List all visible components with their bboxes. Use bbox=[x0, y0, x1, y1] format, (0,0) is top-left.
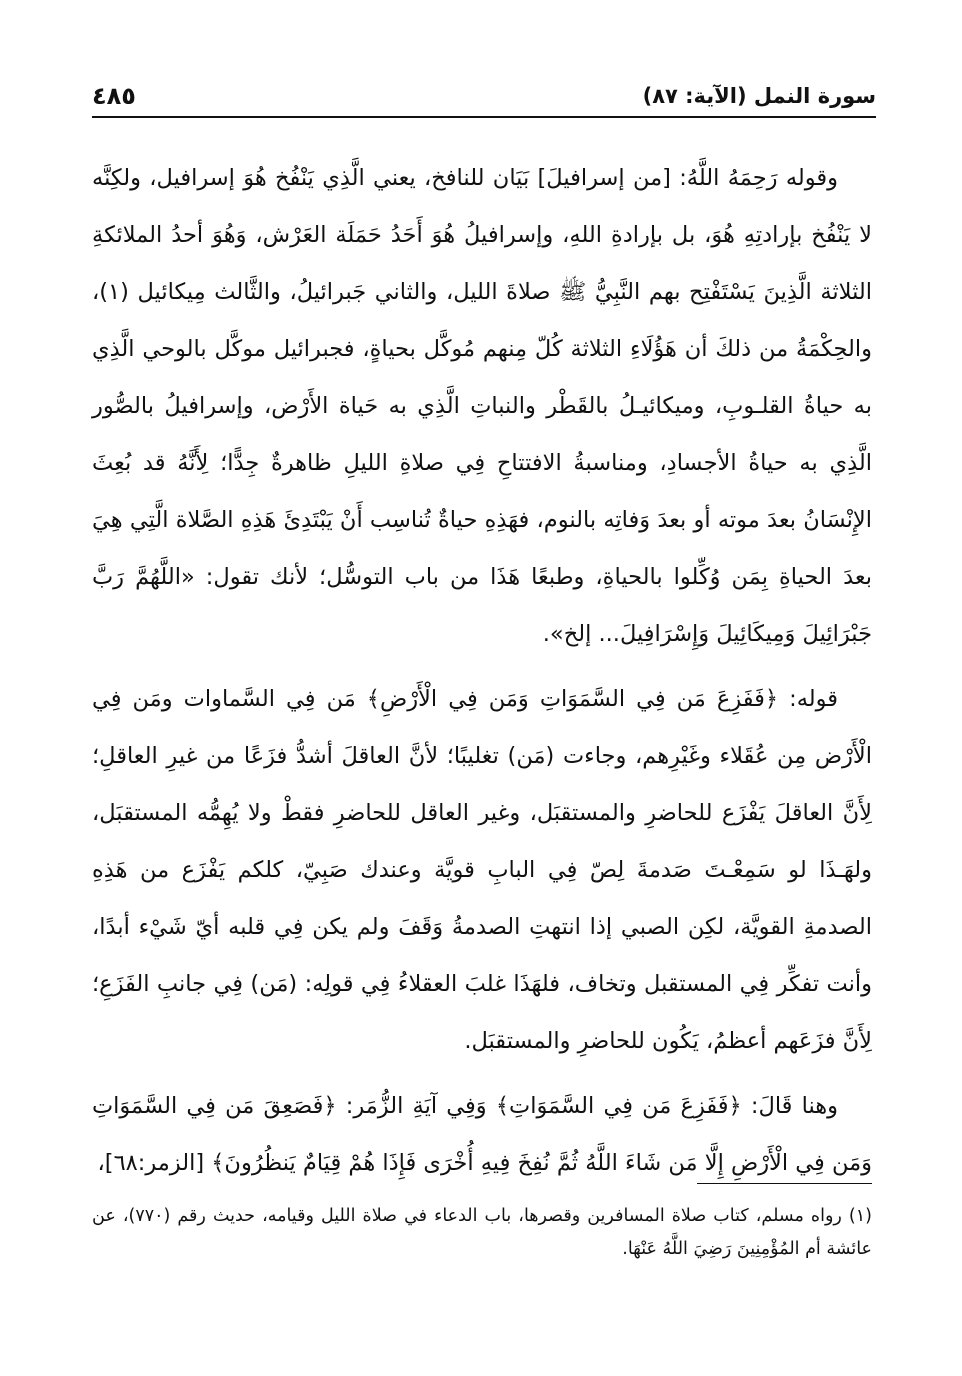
paragraph-3: وهنا قَالَ: ﴿فَفَزِعَ مَن فِي السَّمَوَاتِ﴾ وَفِي آيَةِ الزُّمَر: ﴿فَصَعِقَ مَن فِي السَّمَوَاتِ وَمَن فِي الْأَرْضِ إِلَّا مَن شَاءَ اللَّهُ ثُمَّ نُفِخَ فِيهِ أُخْرَى فَإِذَا هُمْ قِيَامٌ يَنظُرُونَ﴾ [الزمر:٦٨]، bbox=[92, 1093, 872, 1176]
footnote-text: (١) رواه مسلم، كتاب صلاة المسافرين وقصرها، باب الدعاء في صلاة الليل وقيامه، حديث رقم (٧٧٠)، عن عائشة أم المُؤْمِنِينَ رَضِيَ اللَّهُ عَنْهَا. bbox=[92, 1206, 872, 1259]
paragraph-2: قوله: ﴿فَفَزِعَ مَن فِي السَّمَوَاتِ وَمَن فِي الْأَرْضِ﴾ مَن فِي السَّماوات ومَن فِي الْأَرْض مِن عُقَلاء وغَيْرِهم، وجاءت (مَن) تغليبًا؛ لأنَّ العاقلَ أشدُّ فزَعًا من غيرِ العاقلِ؛ لِأَنَّ العاقلَ يَفْزَع للحاضرِ والمستقبَل، وغير العاقل للحاضرِ فقطْ ولا يُهِمُّه المستقبَل، ولهَـذَا لو سَمِعْـتَ صَدمةَ لِصّ فِي البابِ قويَّة وعندك صَبِيّ، كلكم يَفْزَع من هَذِهِ الصدمةِ القويَّة، لكِن الصبي إذا انتهتِ الصدمةُ وَقَفَ ولم يكن فِي قلبه أيّ شَيْء أبدًا، وأنت تفكِّر فِي المستقبل وتخاف، فلهَذَا غلبَ العقلاءُ فِي قولِه: (مَن) فِي جانبِ الفَزَعِ؛ لِأَنَّ فزَعَهم أعظمُ، يَكُون للحاضرِ والمستقبَل. bbox=[92, 686, 872, 1054]
header-rule bbox=[92, 116, 876, 118]
footnote bbox=[92, 1200, 872, 1266]
footnote-divider bbox=[697, 1183, 872, 1184]
page-header bbox=[92, 78, 876, 118]
paragraph-1: وقوله رَحِمَهُ اللَّهُ: [من إسرافيلَ] بَيَان للنافخ، يعني الَّذِي يَنْفُخ هُوَ إسرافيل، ولكِنَّه لا يَنْفُخ بإرادتِهِ هُوَ، بل بإرادةِ اللهِ، وإسرافيلُ هُوَ أَحَدُ حَمَلَة العَرْش، وَهُوَ أحدُ الملائكةِ الثلاثة الَّذِينَ يَسْتَفْتِح بهم النَّبِيُّ ﷺ صلاةَ الليل، والثاني جَبرائيلُ، والثَّالث مِيكائيل (١)، والحِكْمَةُ من ذلكَ أن هَؤُلَاءِ الثلاثة كُلّ مِنهم مُوكَّل بحياةٍ، فجبرائيل موكَّل بالوحي الَّذِي به حياةُ القلـوبِ، وميكائيـلُ بالقَطْر والنباتِ الَّذِي به حَياة الأَرْض، وإسرافيلُ بالصُّور الَّذِي به حياةُ الأجسادِ، ومناسبةُ الافتتاحِ فِي صلاةِ الليلِ ظاهرةٌ جِدًّا؛ لِأَنَّهُ قد بُعِثَ الإِنْسَانُ بعدَ موته أو بعدَ وَفاتِه بالنوم، فهَذِهِ حياةٌ تُناسِب أَنْ يَبْتَدِئَ هَذِهِ الصَّلاة الَّتِي هِيَ بعدَ الحياةِ بِمَن وُكِّلوا بالحياةِ، وطبعًا هَذَا من باب التوسُّل؛ لأنك تقول: «اللَّهُمَّ رَبَّ جَبْرَائِيلَ وَمِيكَائِيلَ وَإِسْرَافِيلَ... إلخ». bbox=[92, 165, 872, 647]
surah-title: سورة النمل (الآية: ٨٧) bbox=[642, 84, 876, 108]
main-text bbox=[92, 150, 872, 1192]
page-number: ٤٨٥ bbox=[92, 82, 136, 110]
